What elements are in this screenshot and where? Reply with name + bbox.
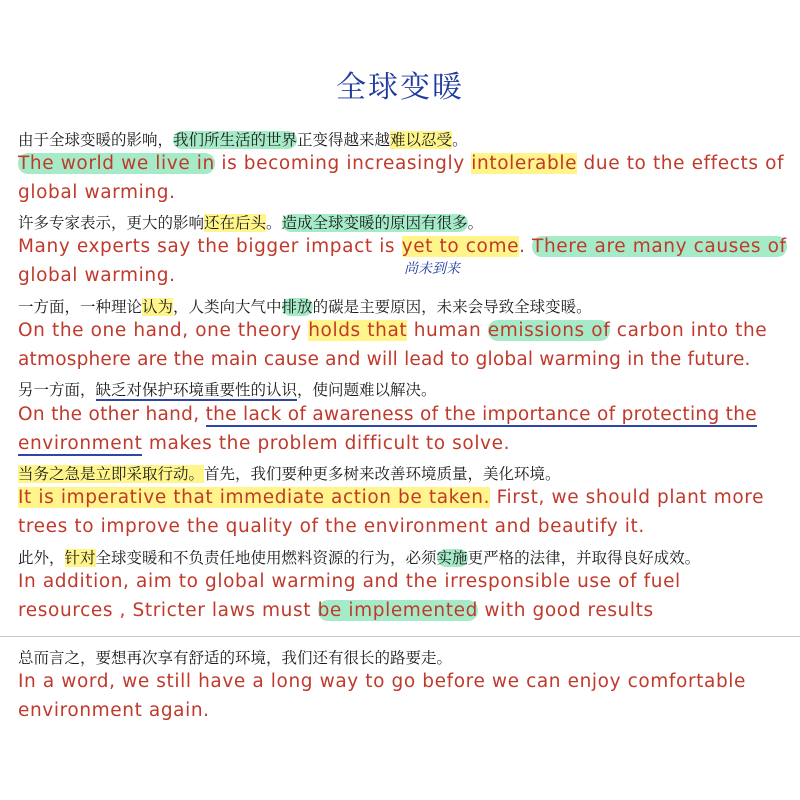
english-sentence-1-line-1	[18, 153, 784, 174]
highlight-yellow: yet to come	[401, 236, 520, 257]
cn-text: 。	[266, 214, 282, 232]
cn-text: 。	[467, 214, 484, 232]
english-sentence-3-line-1	[18, 320, 767, 341]
highlight-yellow: intolerable	[471, 153, 578, 174]
en-text: carbon into the	[610, 320, 768, 341]
en-text: First, we should plant more	[490, 487, 765, 508]
english-sentence-5-line-2: trees to improve the quality of the environment and beautify it.	[18, 516, 645, 537]
english-sentence-6-line-1: In addition, aim to global warming and the irresponsible use of fuel	[18, 571, 681, 592]
section-divider	[0, 636, 800, 637]
page-title: 全球变暖	[336, 70, 464, 105]
en-text: On the one hand, one theory	[18, 320, 309, 341]
cn-text: ，使问题难以解决。	[297, 381, 437, 399]
chinese-sentence-7: 总而言之，要想再次享有舒适的环境，我们还有很长的路要走。	[18, 649, 453, 667]
highlight-yellow: 还在后头	[204, 214, 267, 232]
cn-text: 全球变暖和不负责任地使用燃料资源的行为，必须	[95, 549, 437, 567]
highlight-green: 造成全球变暖的原因有很多	[281, 214, 468, 232]
english-sentence-7-line-2: environment again.	[18, 700, 210, 721]
highlight-green: The world we live in	[18, 153, 215, 174]
cn-text: 的碳是主要原因，未来会导致全球变暖。	[312, 298, 592, 316]
underline-blue: the lack of awareness of the importance of protecting the	[205, 404, 757, 425]
highlight-green: be implemented	[317, 600, 478, 621]
english-sentence-3-line-2: atmosphere are the main cause and will lead to global warming in the future.	[18, 349, 751, 370]
en-text: makes the problem difficult to solve.	[142, 433, 511, 454]
cn-text: 。	[452, 131, 468, 149]
highlight-green: emissions of	[487, 320, 611, 341]
cn-text: 首先，我们要种更多树来改善环境质量，美化环境。	[204, 465, 561, 483]
en-text: Many experts say the bigger impact is	[18, 236, 402, 257]
english-sentence-7-line-1: In a word, we still have a long way to go before we can enjoy comfortable	[18, 671, 747, 692]
highlight-green: 我们所生活的世界	[173, 131, 298, 149]
en-text: human	[407, 320, 488, 341]
cn-text: 由于全球变暖的影响，	[18, 131, 174, 149]
en-text: resources , Stricter laws must	[18, 600, 318, 621]
cn-text: 正变得越来越	[297, 131, 391, 149]
cn-text: 另一方面，	[18, 381, 96, 399]
highlight-yellow: 难以忍受	[390, 131, 453, 149]
english-sentence-1-line-2: global warming.	[18, 182, 176, 203]
highlight-yellow: It is imperative that immediate action be taken.	[18, 487, 491, 508]
cn-text: 一方面，一种理论	[18, 298, 143, 316]
highlight-yellow: 当务之急是立即采取行动。	[18, 465, 205, 483]
en-text: .	[519, 236, 533, 257]
cn-text: 更严格的法律，并取得良好成效。	[467, 549, 701, 567]
highlight-green: 实施	[436, 549, 468, 567]
underline-blue: 缺乏对保护环境重要性的认识	[95, 381, 298, 399]
highlight-green: There are many causes of	[532, 236, 787, 257]
english-sentence-4-line-2	[18, 433, 510, 454]
chinese-sentence-3	[18, 295, 592, 317]
english-sentence-6-line-2	[18, 600, 654, 621]
underline-blue: environment	[18, 433, 143, 454]
english-sentence-2-line-1	[18, 236, 787, 257]
en-text: with good results	[477, 600, 654, 621]
cn-text: 许多专家表示，更大的影响	[18, 214, 205, 232]
handwritten-note: 尚未到来	[404, 261, 460, 277]
cn-text: 此外，	[18, 549, 65, 567]
chinese-sentence-4	[18, 378, 437, 400]
highlight-yellow: 认为	[142, 298, 174, 316]
highlight-green: 排放	[281, 298, 313, 316]
chinese-sentence-2	[18, 211, 483, 233]
en-text: due to the effects of	[577, 153, 785, 174]
english-sentence-4-line-1	[18, 404, 757, 425]
chinese-sentence-5	[18, 462, 561, 484]
en-text: is becoming increasingly	[214, 153, 472, 174]
cn-text: ，人类向大气中	[173, 298, 282, 316]
english-sentence-2-line-2: global warming.	[18, 265, 176, 286]
chinese-sentence-6	[18, 546, 700, 568]
english-sentence-5-line-1	[18, 487, 764, 508]
chinese-sentence-1	[18, 128, 468, 150]
en-text: On the other hand,	[18, 404, 206, 425]
highlight-yellow: 针对	[64, 549, 96, 567]
highlight-yellow: holds that	[308, 320, 408, 341]
